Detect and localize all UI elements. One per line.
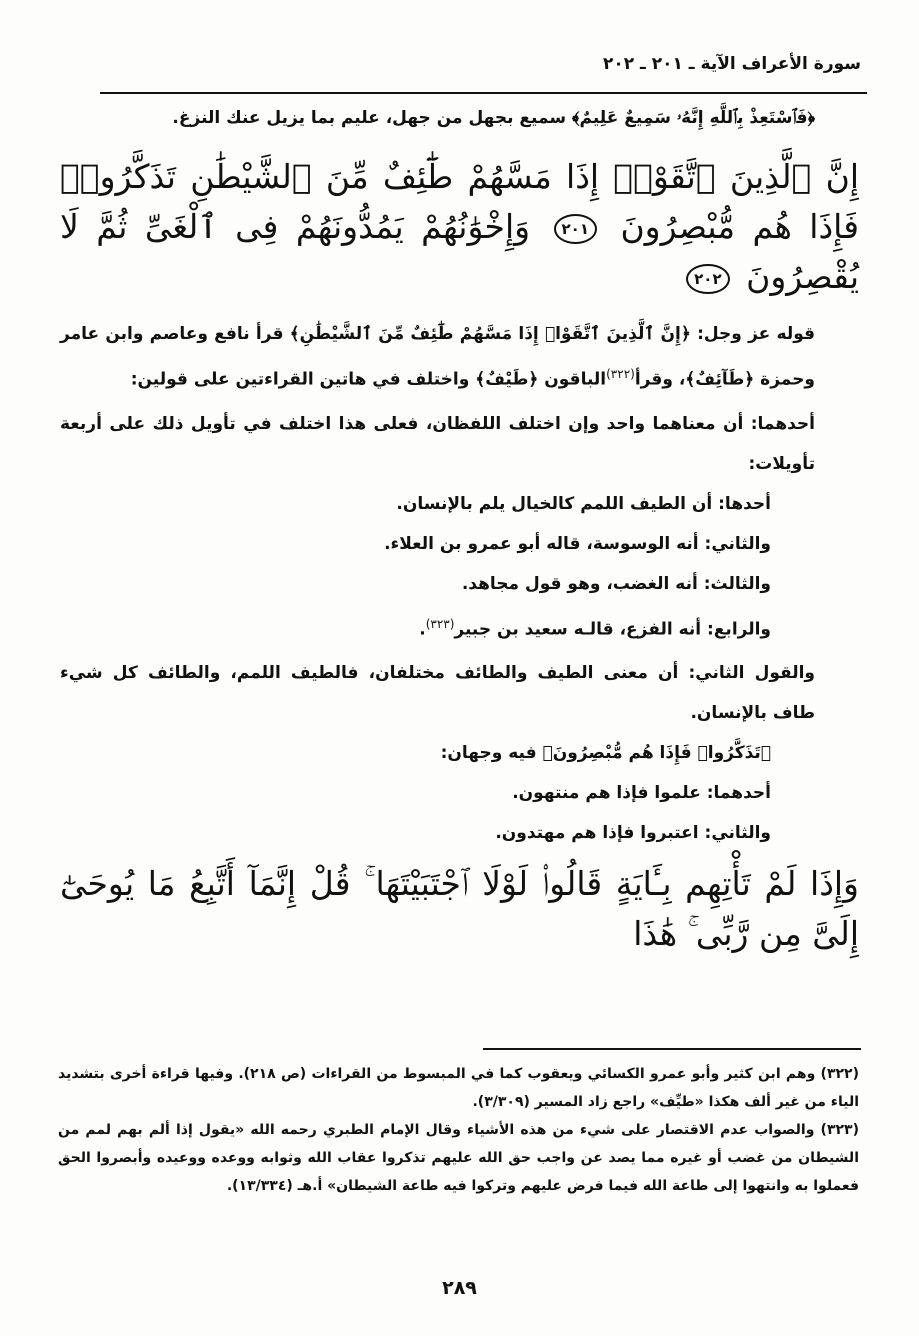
running-header-title: سورة الأعراف الآية ـ ٢٠١ ـ ٢٠٢ [602, 54, 861, 74]
footnote-ref-323[interactable]: (٣٢٣) [425, 616, 455, 631]
page-number: ٢٨٩ [442, 1277, 477, 1299]
paragraph-readings [60, 314, 859, 400]
interpretation-four-end: . [419, 619, 426, 640]
readings-text-part1: قوله عز وجل: ﴿إِنَّ ٱلَّذِينَ ٱتَّقَوْا۟ إِذَا مَسَّهُمْ طَٰٓئِفٌ مِّنَ ٱلشَّيْطَٰنِ﴾ قرأ نافع وعاصم وابن عامر وحمزة ﴿طَآئِفٌ﴾، وقرأ [60, 324, 815, 390]
footnote-323: (٣٢٣) والصواب عدم الاقتصار على شيء من هذه الأشياء وقال الإمام الطبري رحمه الله «يقول إذا ألم بهم لمم من الشيطان من غضب أو غيره مما يصد عن واجب حق الله عليهم تذكروا عقاب الله وثوابه ووعده ووعيده وأبصروا الحق فعملوا به وانتهوا إلى طاعة الله فيما فرض عليهم وتركوا فيه طاعة الشيطان» أ.هـ (١٣/٣٣٤). [58, 1122, 859, 1194]
footnotes [58, 1060, 859, 1200]
readings-text-part2: الباقون ﴿طَيْفٌ﴾ واختلف في هاتين القراءتين على قولين: [130, 369, 607, 390]
quran-verse-201-202 [60, 152, 859, 302]
ayah-number-202: ٢٠٢ [686, 264, 729, 294]
interpretation-four [60, 604, 859, 650]
interpretation-three: والثالث: أنه الغضب، وهو قول مجاهد. [461, 573, 771, 594]
verse-202-text: وَإِخْوَٰنُهُمْ يَمُدُّونَهُمْ فِى ٱلْغَىِّ ثُمَّ لَا يُقْصِرُونَ [60, 207, 859, 296]
interpretation-two: والثاني: أنه الوسوسة، قاله أبو عمرو بن العلاء. [384, 533, 771, 554]
verse-201-text: إِنَّ ٱلَّذِينَ ٱتَّقَوْا۟ إِذَا مَسَّهُمْ طَٰٓئِفٌ مِّنَ ٱلشَّيْطَٰنِ تَذَكَّرُوا۟ فَإِذَا هُم مُّبْصِرُونَ [60, 157, 860, 246]
quran-verse-203-start: وَإِذَا لَمْ تَأْتِهِم بِـَٔايَةٍ قَالُوا۟ لَوْلَا ٱجْتَبَيْتَهَا ۚ قُلْ إِنَّمَآ أَتَّبِعُ مَا يُوحَىٰٓ إِلَىَّ مِن رَّبِّى ۚ هَٰذَا [60, 864, 859, 954]
footnote-ref-322[interactable]: (٣٢٢) [606, 367, 635, 381]
aspect-two: والثاني: اعتبروا فإذا هم مهتدون. [495, 823, 771, 844]
footnote-322: (٣٢٢) وهم ابن كثير وأبو عمرو الكسائي ويعقوب كما في المبسوط من القراءات (ص ٢١٨). وفيها قراءة أخرى بتشديد الياء من غير ألف هكذا «طيِّف» راجع زاد المسير (٣/٣٠٩). [58, 1066, 859, 1110]
paragraph-two-aspects: ﴿تَذَكَّرُوا۟ فَإِذَا هُم مُّبْصِرُونَ﴾ فيه وجهان: [440, 743, 771, 764]
paragraph-first-opinion: أحدهما: أن معناهما واحد وإن اختلف اللفظان، فعلى هذا اختلف في تأويل ذلك على أربعة تأويلات: [60, 413, 815, 474]
paragraph-second-opinion: والقول الثاني: أن معنى الطيف والطائف مختلفان، فالطيف اللمم، والطائف كل شيء طاف بالإنسان. [60, 663, 815, 724]
footnote-divider [483, 1048, 861, 1050]
interpretation-one: أحدها: أن الطيف اللمم كالخيال يلم بالإنسان. [396, 493, 771, 514]
ayah-number-201: ٢٠١ [554, 214, 597, 244]
main-text [60, 98, 859, 971]
header-divider [100, 92, 867, 94]
paragraph-istiadha-commentary: ﴿فَٱسْتَعِذْ بِٱللَّهِ إِنَّهُۥ سَمِيعٌ عَلِيمٌ﴾ سميع بجهل من جهل، عليم بما يزيل عنك النزغ. [172, 108, 815, 128]
interpretation-four-text: والرابع: أنه الفزع، قالـه سعيد بن جبير [454, 619, 771, 640]
aspect-one: أحدهما: علموا فإذا هم منتهون. [512, 783, 771, 804]
